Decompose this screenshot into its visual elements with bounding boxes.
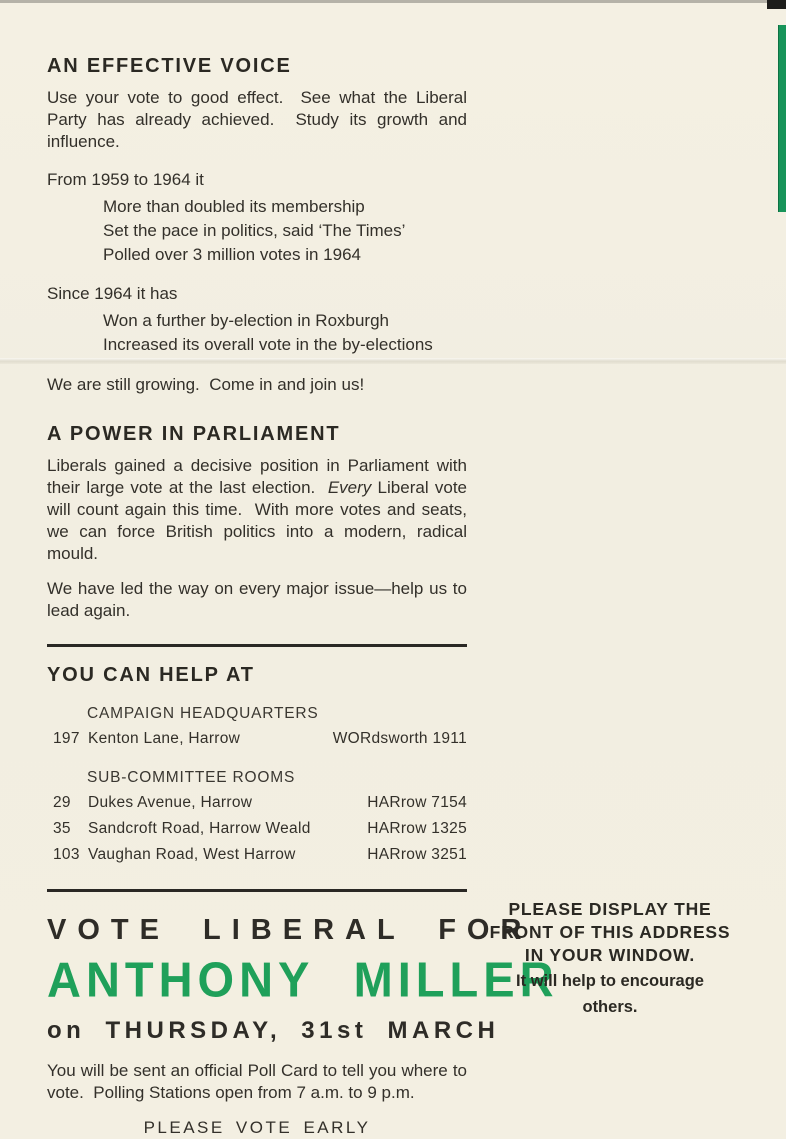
list-item: More than doubled its membership	[103, 197, 365, 216]
address-row	[53, 791, 467, 815]
address-phone: HARrow 1325	[367, 820, 467, 837]
address-number: 197	[53, 730, 80, 747]
vote-banner	[47, 914, 559, 1045]
section-heading-you-can-help-at: YOU CAN HELP AT	[47, 664, 255, 686]
poll-card-info: You will be sent an official Poll Card to tell you where to vote. Polling Stations open from 7 a.m. to 9 p.m.	[47, 1061, 472, 1102]
address-row	[53, 817, 467, 841]
address-street: Vaughan Road, West Harrow	[88, 846, 296, 863]
address-number: 103	[53, 846, 80, 863]
effective-voice-intro: Use your vote to good effect. See what the Liberal Party has already achieved. Study its growth and influence.	[47, 88, 472, 151]
address-row	[53, 727, 467, 751]
vote-liberal-for-line: VOTE LIBERAL FOR	[47, 914, 533, 946]
growth-period-label: From 1959 to 1964 it	[47, 170, 204, 189]
address-street: Dukes Avenue, Harrow	[88, 794, 253, 811]
address-number: 35	[53, 820, 71, 837]
window-notice-line: IN YOUR WINDOW.	[524, 945, 696, 965]
address-number: 29	[53, 794, 71, 811]
power-paragraph-1-text-after: Liberal vote will count again this time. With more votes and seats, we can force British politics into a modern, radical mould.	[47, 478, 472, 563]
list-item: Polled over 3 million votes in 1964	[103, 245, 361, 264]
since-achievement-list	[103, 309, 467, 357]
window-notice-line: FRONT OF THIS ADDRESS	[489, 922, 731, 942]
window-notice-sub-line: others.	[582, 998, 638, 1016]
candidate-name: ANTHONY MILLER	[47, 951, 559, 1008]
address-phone: HARrow 3251	[367, 846, 467, 863]
section-heading-effective-voice: AN EFFECTIVE VOICE	[47, 55, 292, 77]
corner-registration-mark	[767, 0, 786, 9]
list-item: Increased its overall vote in the by-elections	[103, 335, 433, 354]
election-date-line: on THURSDAY, 31st MARCH	[47, 1017, 500, 1044]
window-display-notice	[478, 898, 742, 1019]
address-phone: WORdsworth 1911	[332, 730, 467, 747]
group-title-campaign-headquarters: CAMPAIGN HEADQUARTERS	[87, 705, 319, 722]
main-text-column	[47, 55, 559, 1139]
italic-word-every: Every	[327, 478, 372, 497]
since-period-label: Since 1964 it has	[47, 284, 178, 303]
green-edge-bar	[778, 25, 786, 212]
please-vote-early: PLEASE VOTE EARLY	[143, 1118, 371, 1137]
list-item: Set the pace in politics, said ‘The Times’	[103, 221, 406, 240]
power-paragraph-2: We have led the way on every major issue—help us to lead again.	[47, 579, 472, 620]
address-street: Sandcroft Road, Harrow Weald	[88, 820, 311, 837]
address-street: Kenton Lane, Harrow	[88, 730, 241, 747]
horizontal-rule-bottom	[47, 889, 467, 892]
address-row	[53, 843, 467, 867]
window-notice-line: PLEASE DISPLAY THE	[508, 899, 712, 919]
power-paragraph-1-text: Liberals gained a decisive position in Parliament with their large vote at the last election.	[47, 456, 472, 497]
group-title-sub-committee-rooms: SUB-COMMITTEE ROOMS	[87, 769, 296, 786]
address-phone: HARrow 7154	[367, 794, 467, 811]
section-heading-power-in-parliament: A POWER IN PARLIAMENT	[47, 423, 341, 445]
growth-achievement-list	[103, 195, 467, 267]
effective-voice-closing: We are still growing. Come in and join us!	[47, 375, 365, 394]
window-notice-sub-line: It will help to encourage	[516, 972, 704, 990]
horizontal-rule-top	[47, 644, 467, 647]
list-item: Won a further by-election in Roxburgh	[103, 311, 390, 330]
page-top-edge	[0, 0, 786, 3]
power-paragraph-1	[47, 455, 472, 565]
